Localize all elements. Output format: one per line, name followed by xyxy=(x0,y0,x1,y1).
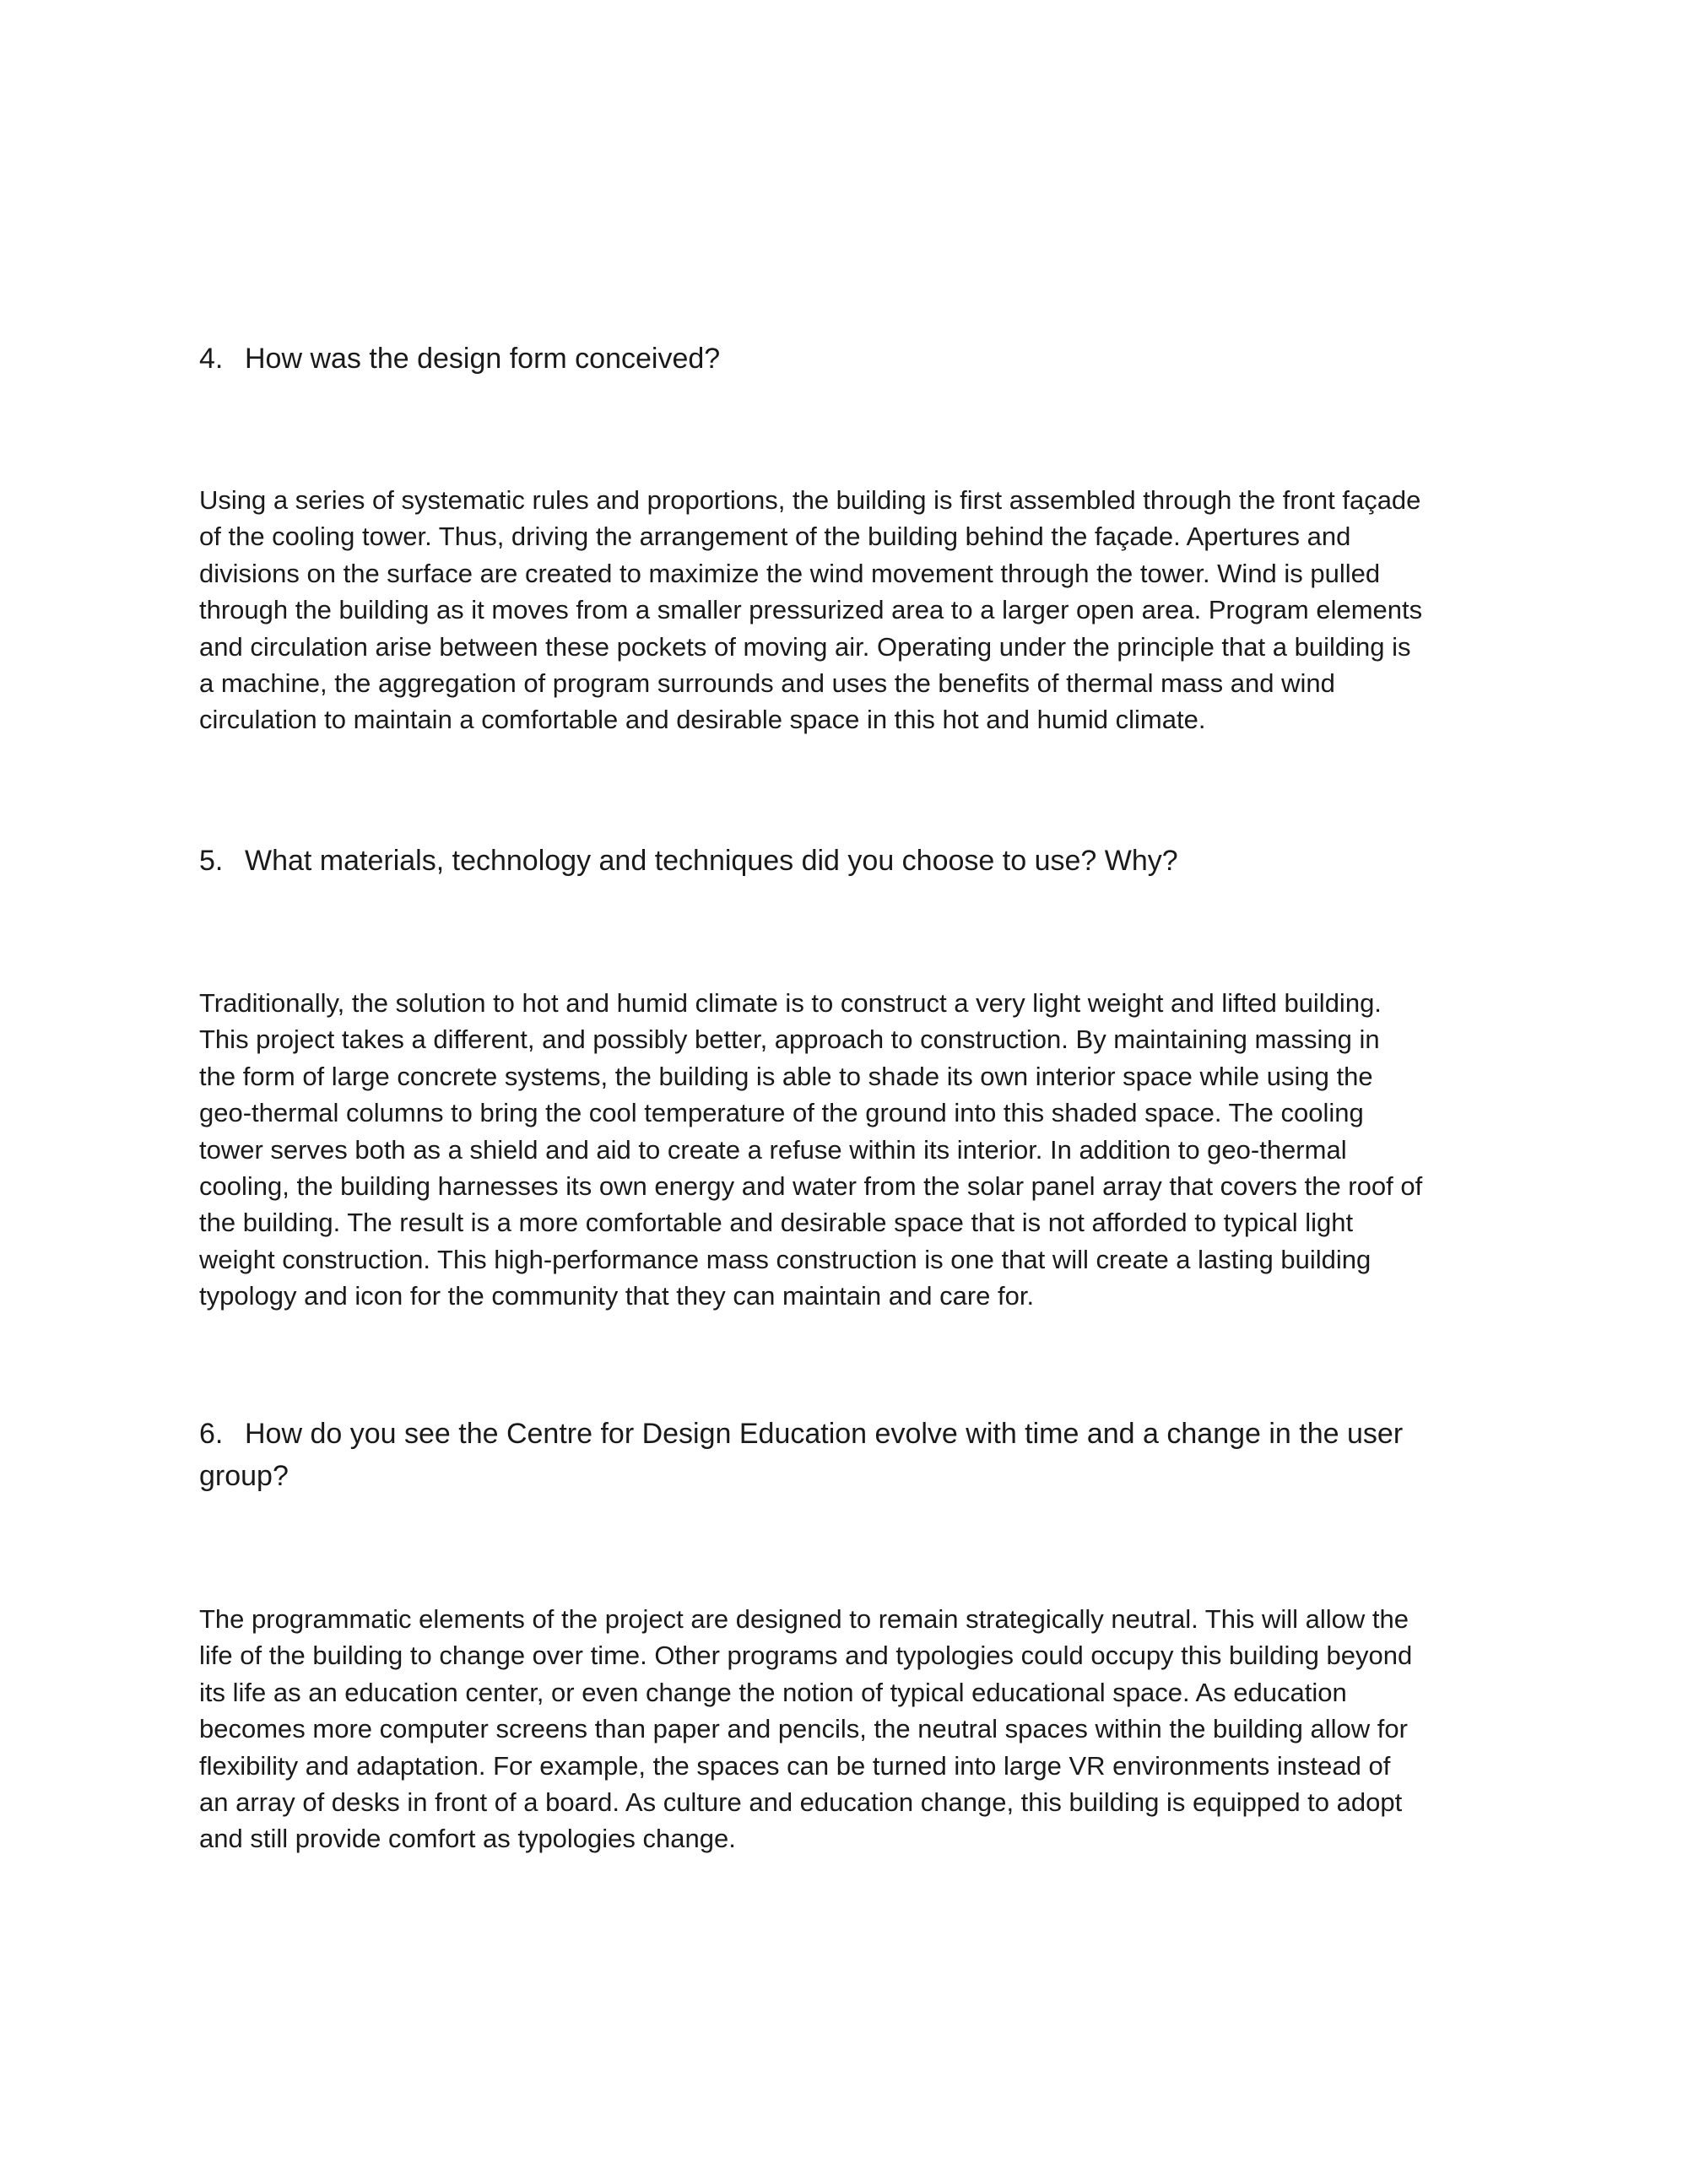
question-text-6: How do you see the Centre for Design Education evolve with time and a change in the user xyxy=(245,1418,1404,1450)
question-number-4: 4. xyxy=(199,343,224,375)
question-heading-6 xyxy=(199,1413,1491,1497)
question-number-5: 5. xyxy=(199,845,224,877)
question-heading-5 xyxy=(199,840,1491,882)
question-text-5: What materials, technology and techniques did you choose to use? Why? xyxy=(245,845,1178,877)
question-text-6-continuation: group? xyxy=(199,1460,289,1492)
question-text-4: How was the design form conceived? xyxy=(245,343,721,375)
answer-paragraph-4: Using a series of systematic rules and proportions, the building is first assembled through the front façade of the cooling tower. Thus, driving the arrangement of the building behind the façade. Apertures and divisions on the surface are created to maximize the wind movement through the tower. Wind is pulled through the building as it moves from a smaller pressurized area to a larger open area. Program elements and circulation arise between these pockets of moving air. Operating under the principle that a building is a machine, the aggregation of program surrounds and uses the benefits of thermal mass and wind circulation to maintain a comfortable and desirable space in this hot and humid climate. xyxy=(199,485,1423,735)
answer-paragraph-5: Traditionally, the solution to hot and humid climate is to construct a very light weight and lifted building. This project takes a different, and possibly better, approach to construction. By maintaining massing in the form of large concrete systems, the building is able to shade its own interior space while using the geo-thermal columns to bring the cool temperature of the ground into this shaded space. The cooling tower serves both as a shield and aid to create a refuse within its interior. In addition to geo-thermal cooling, the building harnesses its own energy and water from the solar panel array that covers the roof of the building. The result is a more comfortable and desirable space that is not afforded to typical light weight construction. This high-performance mass construction is one that will create a lasting building typology and icon for the community that they can maintain and care for. xyxy=(199,988,1423,1311)
question-heading-4 xyxy=(199,338,1491,380)
question-number-6: 6. xyxy=(199,1418,224,1450)
answer-paragraph-6: The programmatic elements of the project are designed to remain strategically neutral. This will allow the life of the building to change over time. Other programs and typologies could occupy this building beyond its life as an education center, or even change the notion of typical educational space. As education becomes more computer screens than paper and pencils, the neutral spaces within the building allow for flexibility and adaptation. For example, the spaces can be turned into large VR environments instead of an array of desks in front of a board. As culture and education change, this building is equipped to adopt and still provide comfort as typologies change. xyxy=(199,1604,1413,1854)
